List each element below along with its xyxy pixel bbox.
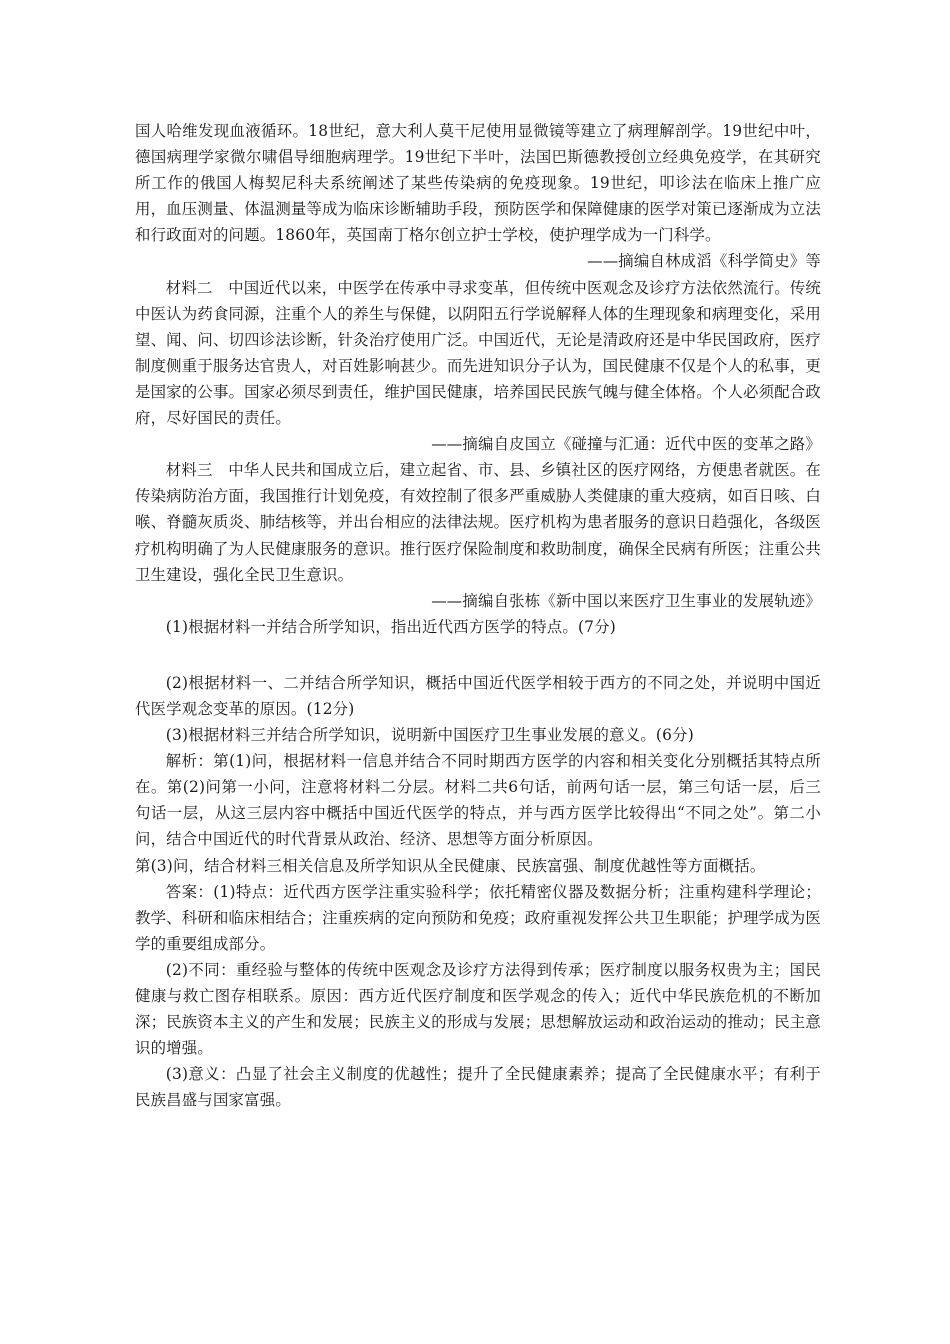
answer-2: (2)不同：重经验与整体的传统中医观念及诊疗方法得到传承；医疗制度以服务权贵为主；国民健康与救亡图存相联系。原因：西方近代医疗制度和医学观念的传入；近代中华民族危机的不断加深；民族资本主义的产生和发展；民族主义的形成与发展；思想解放运动和政治运动的推动；民主意识的增强。 xyxy=(135,960,821,1058)
material-3: 材料三 中华人民共和国成立后，建立起省、市、县、乡镇社区的医疗网络，方便患者就医。在传染病防治方面，我国推行计划免疫，有效控制了很多严重威胁人类健康的重大疫病，如百日咳、白喉、脊髓灰质炎、肺结核等，并出台相应的法律法规。医疗机构为患者服务的意识日趋强化，各级医疗机构明确了为人民健康服务的意识。推行医疗保险制度和救助制度，确保全民病有所医；注重公共卫生建设，强化全民卫生意识。 xyxy=(135,461,821,584)
document-page xyxy=(135,118,821,1113)
question-3: (3)根据材料三并结合所学知识，说明新中国医疗卫生事业发展的意义。(6分) xyxy=(165,726,694,745)
answer-3: (3)意义：凸显了社会主义制度的优越性；提升了全民健康素养；提高了全民健康水平；有利于民族昌盛与国家富强。 xyxy=(135,1065,821,1110)
analysis: 解析：第(1)问，根据材料一信息并结合不同时期西方医学的内容和相关变化分别概括其特点所在。第(2)问第一小问，注意将材料二分层。材料二共6句话，前两句话一层，第三句话一层，后三句话一层，从这三层内容中概括中国近代医学的特点，并与西方医学比较得出“不同之处”。第二小问，结合中国近代的时代背景从政治、经济、思想等方面分析原因。 xyxy=(135,752,821,849)
material-1-source: ——摘编自林成滔《科学简史》等 xyxy=(587,252,821,271)
question-1: (1)根据材料一并结合所学知识，指出近代西方医学的特点。(7分) xyxy=(165,617,616,636)
material-3-source: ——摘编自张栋《新中国以来医疗卫生事业的发展轨迹》 xyxy=(431,591,821,610)
material-2: 材料二 中国近代以来，中医学在传承中寻求变革，但传统中医观念及诊疗方法依然流行。传统中医认为药食同源，注重个人的养生与保健，以阴阳五行学说解释人体的生理现象和病理变化，采用望、闻、问、切四诊法诊断，针灸治疗使用广泛。中国近代，无论是清政府还是中华民国政府，医疗制度侧重于服务达官贵人，对百姓影响甚少。而先进知识分子认为，国民健康不仅是个人的私事，更是国家的公事。国家必须尽到责任，维护国民健康，培养国民民族气魄与健全体格。个人必须配合政府，尽好国民的责任。 xyxy=(135,278,821,428)
material-2-source: ——摘编自皮国立《碰撞与汇通：近代中医的变革之路》 xyxy=(431,435,821,454)
material-1-tail: 国人哈维发现血液循环。18世纪，意大利人莫干尼使用显微镜等建立了病理解剖学。19世纪中叶，德国病理学家微尔啸倡导细胞病理学。19世纪下半叶，法国巴斯德教授创立经典免疫学，在其研究所工作的俄国人梅契尼科夫系统阐述了某些传染病的免疫现象。19世纪，叩诊法在临床上推广应用，血压测量、体温测量等成为临床诊断辅助手段，预防医学和保障健康的医学对策已逐渐成为立法和行政面对的问题。1860年，英国南丁格尔创立护士学校，使护理学成为一门科学。 xyxy=(135,122,821,245)
answer-1: 答案：(1)特点：近代西方医学注重实验科学；依托精密仪器及数据分析；注重构建科学理论；教学、科研和临床相结合；注重疾病的定向预防和免疫；政府重视发挥公共卫生职能；护理学成为医学的重要组成部分。 xyxy=(135,882,821,953)
question-2: (2)根据材料一、二并结合所学知识，概括中国近代医学相较于西方的不同之处，并说明中国近代医学观念变革的原因。(12分) xyxy=(135,673,821,718)
analysis-q3: 第(3)问，结合材料三相关信息及所学知识从全民健康、民族富强、制度优越性等方面概括。 xyxy=(135,856,766,875)
answer-space xyxy=(135,640,821,670)
